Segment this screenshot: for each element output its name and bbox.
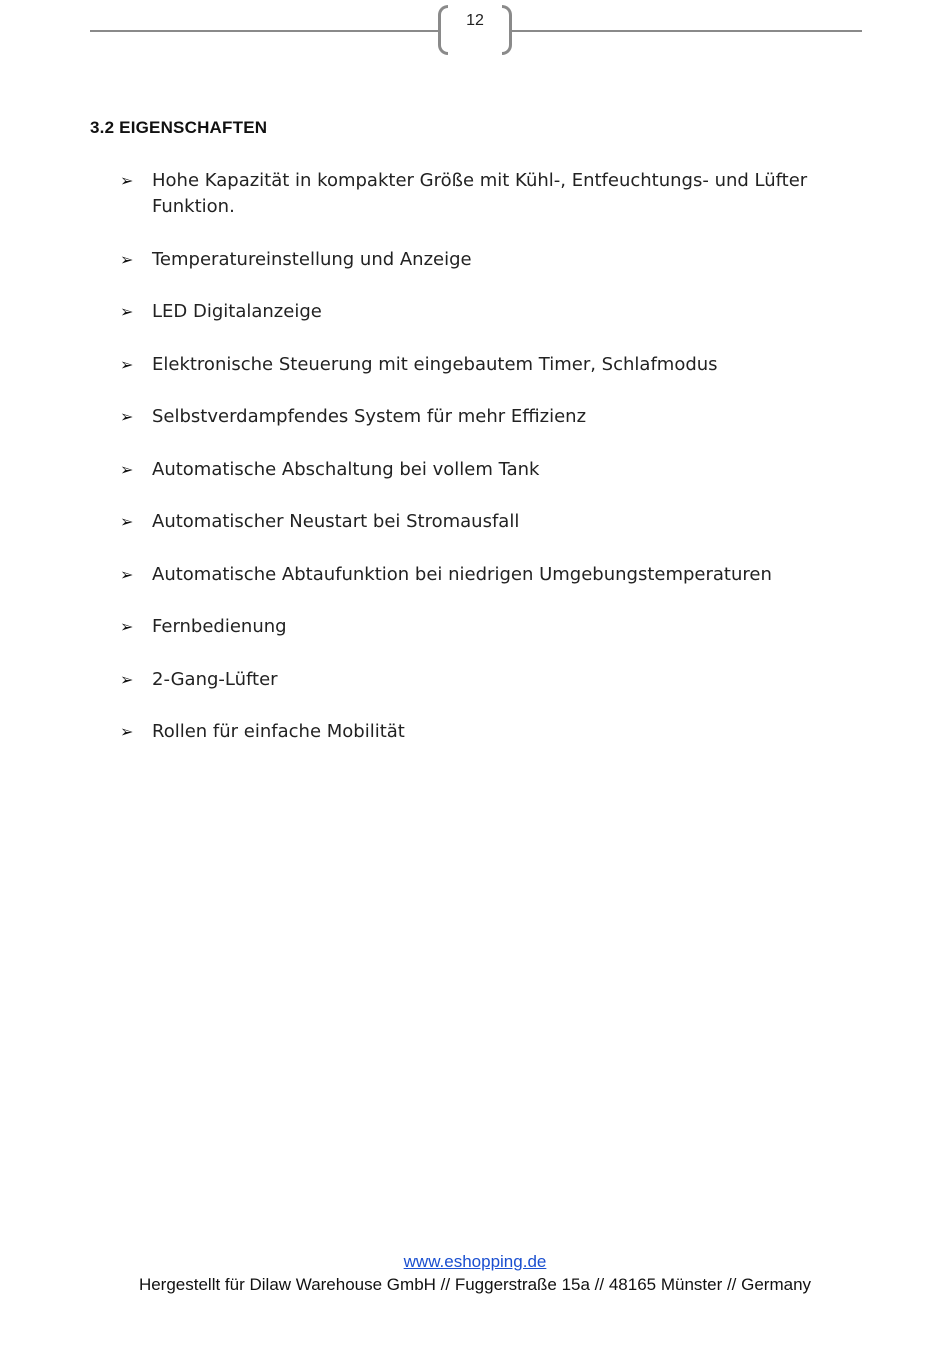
arrowhead-bullet-icon: ➢ [120,564,134,584]
list-item [120,667,840,693]
header-rule-left [90,30,438,32]
feature-text: Elektronische Steuerung mit eingebautem Timer, Schlafmodus [152,353,718,375]
page-number-bracket-right [502,5,512,55]
manufacturer-line: Hergestellt für Dilaw Warehouse GmbH // Fuggerstraße 15a // 48165 Münster // Germany [138,1275,812,1294]
arrowhead-bullet-icon: ➢ [120,302,134,321]
list-item [120,614,840,640]
list-item [120,719,840,745]
arrowhead-bullet-icon: ➢ [120,407,134,426]
list-item [120,352,840,378]
arrowhead-bullet-icon: ➢ [120,512,134,531]
page-footer [0,1250,950,1296]
list-item [120,562,840,588]
page-number: 12 [466,12,484,29]
feature-text: Automatischer Neustart bei Stromausfall [152,511,520,532]
feature-text: LED Digitalanzeige [152,301,322,322]
list-item [120,457,840,483]
arrowhead-bullet-icon: ➢ [120,249,134,269]
arrowhead-bullet-icon: ➢ [120,171,134,190]
feature-text: Rollen für einfache Mobilität [152,721,405,742]
list-item [120,299,840,325]
page-number-bracket-left [438,5,448,55]
list-item [120,168,840,220]
feature-text: Automatische Abtaufunktion bei niedrigen Umgebungstemperaturen [152,563,772,585]
feature-text: Automatische Abschaltung bei vollem Tank [152,458,540,480]
feature-text: 2-Gang-Lüfter [152,668,278,690]
list-item [120,509,840,535]
feature-text: Temperatureinstellung und Anzeige [152,248,472,270]
arrowhead-bullet-icon: ➢ [120,354,134,374]
feature-list [120,168,840,772]
list-item [120,247,840,273]
feature-text: Hohe Kapazität in kompakter Größe mit Kühl-, Entfeuchtungs- und Lüfter Funktion. [152,170,808,217]
arrowhead-bullet-icon: ➢ [120,669,134,689]
section-title: 3.2 EIGENSCHAFTEN [90,118,268,137]
list-item [120,404,840,430]
arrowhead-bullet-icon: ➢ [120,617,134,636]
header-rule-right [512,30,862,32]
website-link[interactable]: www.eshopping.de [403,1252,547,1271]
arrowhead-bullet-icon: ➢ [120,722,134,741]
feature-text: Selbstverdampfendes System für mehr Effizienz [152,406,587,427]
feature-text: Fernbedienung [152,616,287,637]
arrowhead-bullet-icon: ➢ [120,459,134,479]
